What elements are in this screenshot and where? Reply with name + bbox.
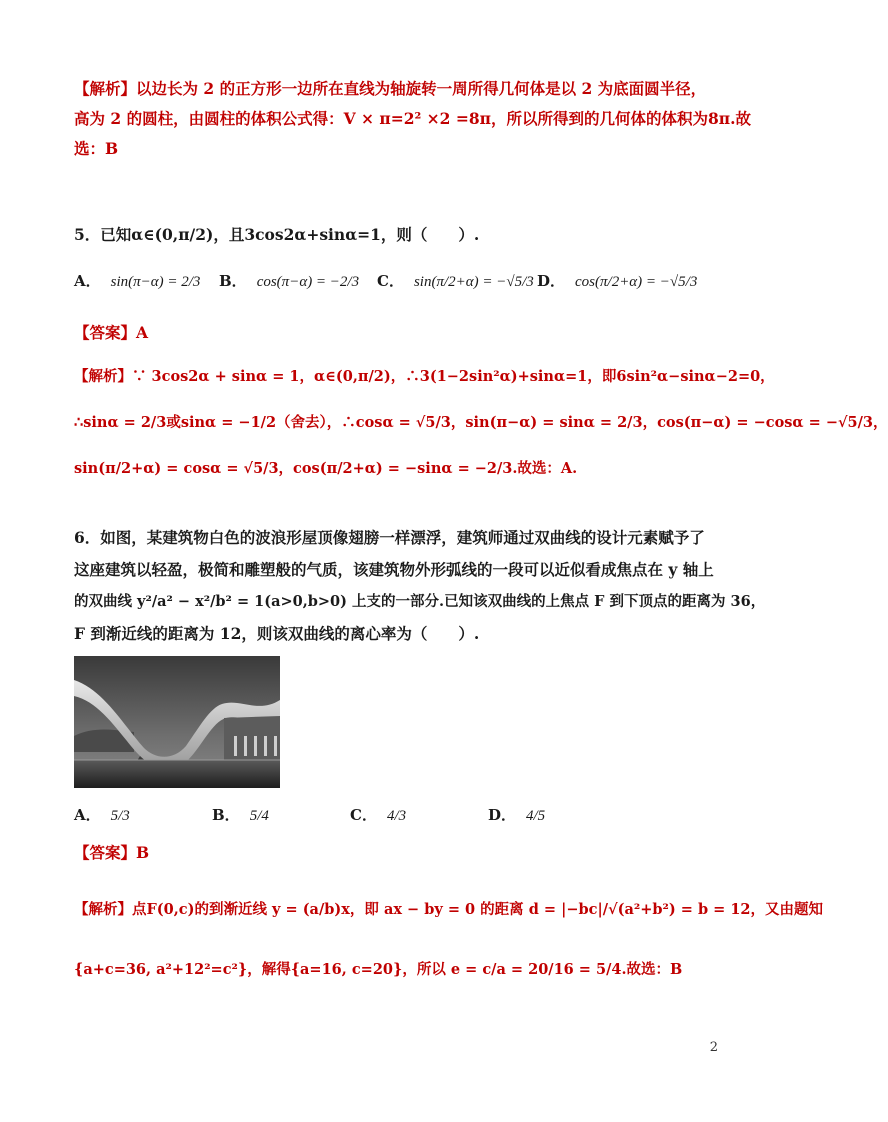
option-text: sin(π−α) = 2/3 [110, 274, 201, 290]
building-photo [74, 656, 280, 788]
option-c [350, 804, 406, 825]
option-text: cos(π/2+α) = −√5/3 [575, 274, 698, 290]
option-d [488, 804, 545, 825]
option-key: C． [377, 272, 404, 290]
option-key: D． [537, 272, 566, 290]
question-text: 5．已知α∈(0,π/2)，且3cos2α+sinα=1，则（ ）. [74, 225, 480, 244]
option-a [74, 804, 130, 825]
analysis-line: 【解析】∵ 3cos2α + sinα = 1，α∈(0,π/2)，∴3(1−2sin²α)+sinα=1，即6sin²α−sinα−2=0， [74, 368, 775, 385]
analysis-line: 【解析】以边长为 2 的正方形一边所在直线为轴旋转一周所得几何体是以 2 为底面圆半径， [74, 79, 707, 98]
question-text: 6．如图，某建筑物白色的波浪形屋顶像翅膀一样漂浮，建筑师通过双曲线的设计元素赋予了 [74, 528, 705, 547]
analysis-q6 [74, 880, 824, 1000]
answer-q6 [74, 838, 724, 868]
answer-label: 【答案】B [74, 843, 150, 862]
question-text: 这座建筑以轻盈，极简和雕塑般的气质，该建筑物外形弧线的一段可以近似看成焦点在 y 轴上 [74, 560, 714, 579]
analysis-line: 选：B [74, 139, 119, 158]
option-b [219, 270, 359, 291]
analysis-line: 【解析】点F(0,c)的到渐近线 y = (a/b)x，即 ax − by = 0 的距离 d = |−bc|/√(a²+b²) = b = 12，又由题知 [74, 901, 824, 918]
analysis-line: {a+c=36, a²+12²=c²}，解得{a=16, c=20}，所以 e = c/a = 20/16 = 5/4.故选：B [74, 961, 683, 978]
option-key: A． [74, 272, 101, 290]
analysis-q5 [74, 354, 888, 492]
analysis-q4 [74, 74, 751, 164]
analysis-line: ∴sinα = 2/3或sinα = −1/2（舍去），∴cosα = √5/3，sin(π−α) = sinα = 2/3，cos(π−α) = −cosα = −√5/3， [74, 414, 888, 431]
option-text: 5/4 [249, 808, 269, 824]
option-text: 4/3 [386, 808, 407, 824]
question-6-stem [74, 522, 766, 650]
option-text: 4/5 [526, 808, 546, 824]
page-number: 2 [709, 1040, 718, 1055]
wave-roof-illustration [74, 656, 280, 788]
option-c [377, 270, 534, 291]
analysis-line: 高为 2 的圆柱，由圆柱的体积公式得：V × π=2² ×2 =8π，所以所得到的几何体的体积为8π.故 [74, 109, 751, 128]
option-text: 5/3 [110, 808, 130, 824]
question-6-options [74, 804, 734, 840]
option-b [212, 804, 269, 825]
option-key: C． [350, 806, 377, 824]
question-5-stem [74, 220, 724, 250]
option-a [74, 270, 200, 291]
analysis-line: sin(π/2+α) = cosα = √5/3，cos(π/2+α) = −sinα = −2/3.故选：A. [74, 460, 578, 477]
question-text: F 到渐近线的距离为 12，则该双曲线的离心率为（ ）. [74, 624, 480, 643]
question-5-options [74, 270, 734, 306]
option-key: B． [212, 806, 240, 824]
answer-label: 【答案】A [74, 323, 149, 342]
answer-q5 [74, 318, 724, 348]
option-key: B． [219, 272, 247, 290]
question-text: 的双曲线 y²/a² − x²/b² = 1(a>0,b>0) 上支的一部分.已知该双曲线的上焦点 F 到下顶点的距离为 36， [74, 593, 766, 610]
option-key: D． [488, 806, 517, 824]
option-d [537, 270, 697, 291]
option-key: A． [74, 806, 101, 824]
option-text: cos(π−α) = −2/3 [256, 274, 360, 290]
option-text: sin(π/2+α) = −√5/3 [413, 274, 534, 290]
